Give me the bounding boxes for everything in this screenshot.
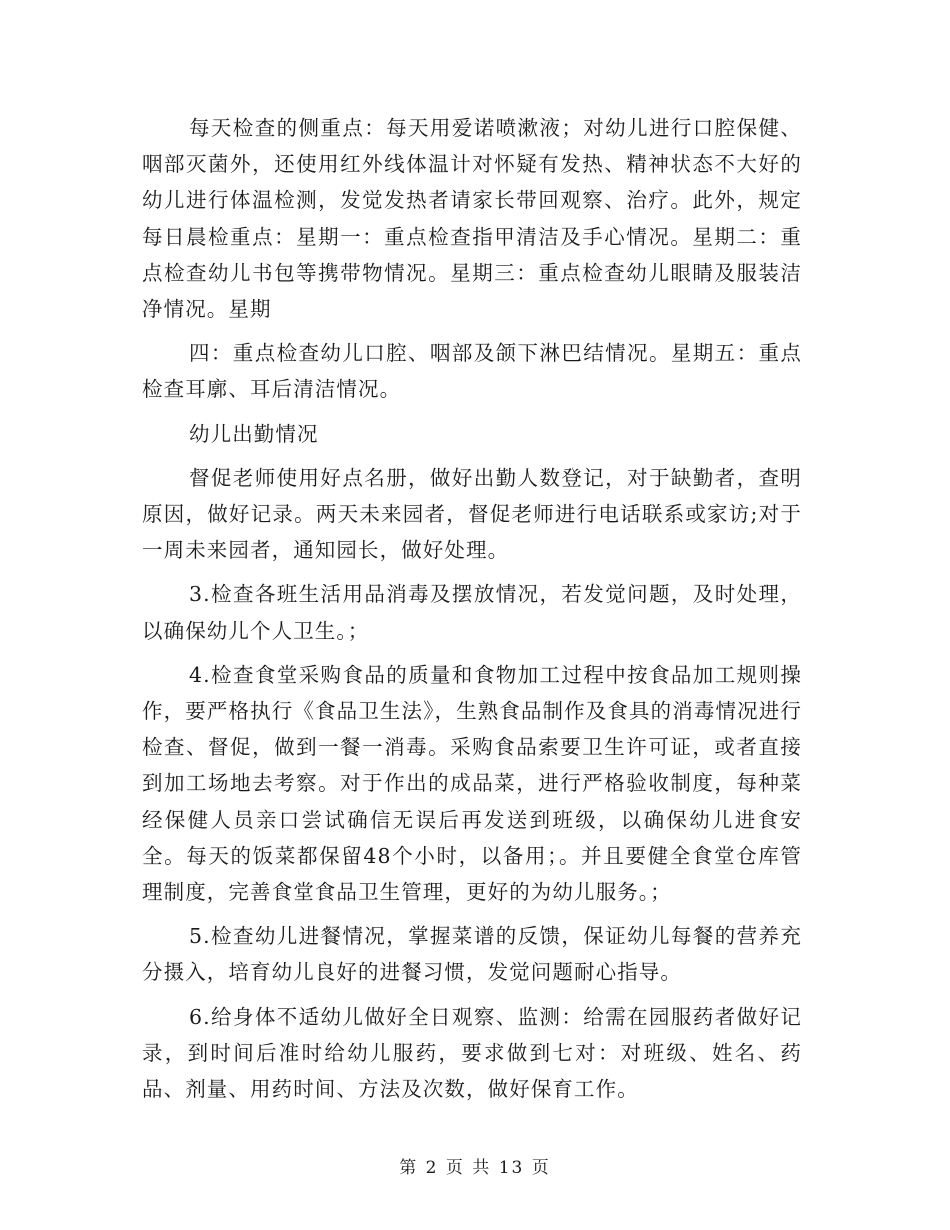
footer-middle: 页 共	[445, 1158, 492, 1178]
page-footer	[0, 1153, 950, 1178]
footer-prefix: 第	[399, 1158, 419, 1178]
footer-total-pages: 13	[498, 1158, 525, 1178]
footer-current-page: 2	[425, 1158, 439, 1178]
section-heading-attendance: 幼儿出勤情况	[189, 421, 319, 446]
document-body	[142, 110, 802, 1115]
paragraph-attendance: 督促老师使用好点名册，做好出勤人数登记，对于缺勤者，查明原因，做好记录。两天未来园者，督促老师进行电话联系或家访;对于一周未来园者，通知园长，做好处理。	[142, 465, 802, 563]
paragraph-item-4: 4.检查食堂采购食品的质量和食物加工过程中按食品加工规则操作，要严格执行《食品卫生法》，生熟食品制作及食具的消毒情况进行检查、督促，做到一餐一消毒。采购食品索要卫生许可证，或者直接到加工场地去考察。对于作出的成品菜，进行严格验收制度，每种菜经保健人员亲口尝试确信无误后再发送到班级，以确保幼儿进食安全。每天的饭菜都保留48个小时，以备用；。并且要健全食堂仓库管理制度，完善食堂食品卫生管理，更好的为幼儿服务。；	[142, 662, 802, 905]
paragraph-morning-check-focus: 每天检查的侧重点：每天用爱诺喷漱液；对幼儿进行口腔保健、咽部灭菌外，还使用红外线体温计对怀疑有发热、精神状态不大好的幼儿进行体温检测，发觉发热者请家长带回观察、治疗。此外，规定每日晨检重点：星期一：重点检查指甲清洁及手心情况。星期二：重点检查幼儿书包等携带物情况。星期三：重点检查幼儿眼睛及服装洁净情况。星期	[142, 116, 802, 322]
footer-suffix: 页	[531, 1158, 551, 1178]
paragraph-item-5: 5.检查幼儿进餐情况，掌握菜谱的反馈，保证幼儿每餐的营养充分摄入，培育幼儿良好的进餐习惯，发觉问题耐心指导。	[142, 924, 802, 985]
paragraph-item-3: 3.检查各班生活用品消毒及摆放情况，若发觉问题，及时处理，以确保幼儿个人卫生。；	[142, 582, 802, 643]
paragraph-item-6: 6.给身体不适幼儿做好全日观察、监测：给需在园服药者做好记录，到时间后准时给幼儿服药，要求做到七对：对班级、姓名、药品、剂量、用药时间、方法及次数，做好保育工作。	[142, 1004, 802, 1102]
paragraph-thursday-friday-check: 四：重点检查幼儿口腔、咽部及颌下淋巴结情况。星期五：重点检查耳廓、耳后清洁情况。	[142, 341, 802, 402]
